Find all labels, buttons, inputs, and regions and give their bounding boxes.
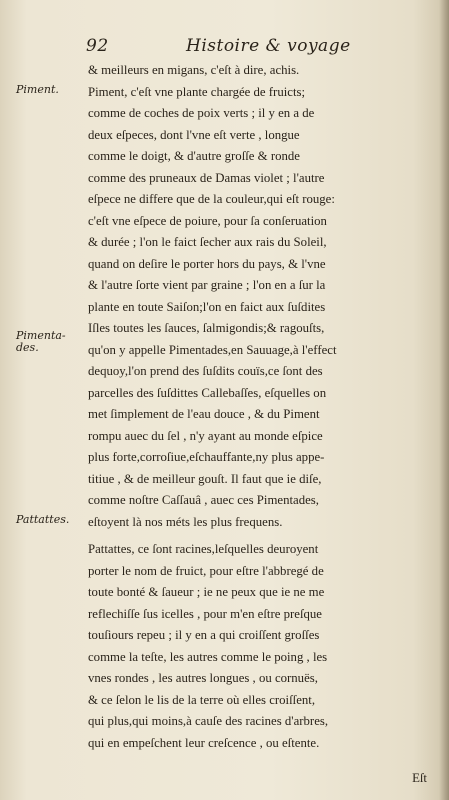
text-line: porter le nom de fruict, pour eſtre l'abbregé de bbox=[88, 563, 324, 578]
text-line: comme la teſte, les autres comme le poing , les bbox=[88, 649, 328, 664]
margin-note-pattattes: Pattattes. bbox=[16, 513, 70, 526]
text-line: plante en toute Saiſon;l'on en faict aux ſuſdites bbox=[88, 299, 326, 314]
text-line: qu'on y appelle Pimentades,en Sauuage,à l'effect bbox=[88, 342, 337, 357]
text-line: comme noſtre Caſſauâ , auec ces Pimentades, bbox=[88, 493, 319, 507]
text-line: vnes rondes , les autres longues , ou cornuës, bbox=[88, 671, 318, 685]
page-edge-shadow bbox=[439, 0, 449, 800]
catchword: Eſt bbox=[412, 771, 427, 785]
text-line: & durée ; l'on le faict ſecher aux rais du Soleil, bbox=[88, 235, 327, 249]
text-line: eſpece ne differe que de la couleur,qui eſt rouge: bbox=[88, 192, 335, 206]
text-line: plus forte,corroſiue,eſchauffante,ny plus appe- bbox=[88, 450, 325, 464]
text-line: qui plus,qui moins,à cauſe des racines d'arbres, bbox=[88, 714, 329, 728]
text-line: met ſimplement de l'eau douce , & du Piment bbox=[88, 407, 320, 421]
text-line: deux eſpeces, dont l'vne eſt verte , longue bbox=[88, 127, 300, 142]
text-line: comme le doigt, & d'autre groſſe & ronde bbox=[88, 149, 300, 163]
text-line: qui en empeſchent leur creſcence , ou eſtente. bbox=[88, 735, 320, 750]
page-number: 92 bbox=[86, 36, 109, 56]
margin-note-pimentades: Pimenta-des. bbox=[16, 329, 66, 354]
text-line: Piment, c'eſt vne plante chargée de fruicts; bbox=[88, 84, 306, 99]
page-header bbox=[86, 36, 426, 62]
text-line: Iſles toutes les ſauces, ſalmigondis;& ragouſts, bbox=[88, 321, 325, 335]
text-line: titiue , & de meilleur gouſt. Il faut que ie diſe, bbox=[88, 471, 322, 486]
text-line: reflechiſſe ſus icelles , pour m'en eſtre preſque bbox=[88, 606, 322, 621]
text-line: & meilleurs en migans, c'eſt à dire, achis. bbox=[88, 63, 300, 77]
text-line: quand on deſire le porter hors du pays, & l'vne bbox=[88, 256, 326, 271]
text-line: comme de coches de poix verts ; il y en a de bbox=[88, 106, 315, 120]
text-line: comme des pruneaux de Damas violet ; l'autre bbox=[88, 170, 325, 185]
text-line: toute bonté & ſaueur ; ie ne peux que ie ne me bbox=[88, 585, 325, 599]
body-text bbox=[88, 60, 433, 754]
text-line: eſtoyent là nos méts les plus frequens. bbox=[88, 514, 283, 529]
margin-note-piment: Piment. bbox=[16, 83, 59, 96]
text-line: touſiours repeu ; il y en a qui croiſſent groſſes bbox=[88, 628, 320, 642]
text-line: dequoy,l'on prend des ſuſdits couïs,ce ſont des bbox=[88, 364, 323, 378]
text-line: & ce ſelon le lis de la terre où elles croiſſent, bbox=[88, 692, 316, 707]
text-line: & l'autre ſorte vient par graine ; l'on en a ſur la bbox=[88, 278, 326, 292]
text-line: c'eſt vne eſpece de poiure, pour ſa conſeruation bbox=[88, 213, 327, 228]
text-line: parcelles des ſuſdittes Callebaſſes, eſquelles on bbox=[88, 385, 327, 400]
running-title: Histoire & voyage bbox=[186, 36, 351, 56]
text-line: rompu auec du ſel , n'y ayant au monde eſpice bbox=[88, 428, 323, 443]
text-line: Pattattes, ce ſont racines,leſquelles deuroyent bbox=[88, 542, 319, 556]
